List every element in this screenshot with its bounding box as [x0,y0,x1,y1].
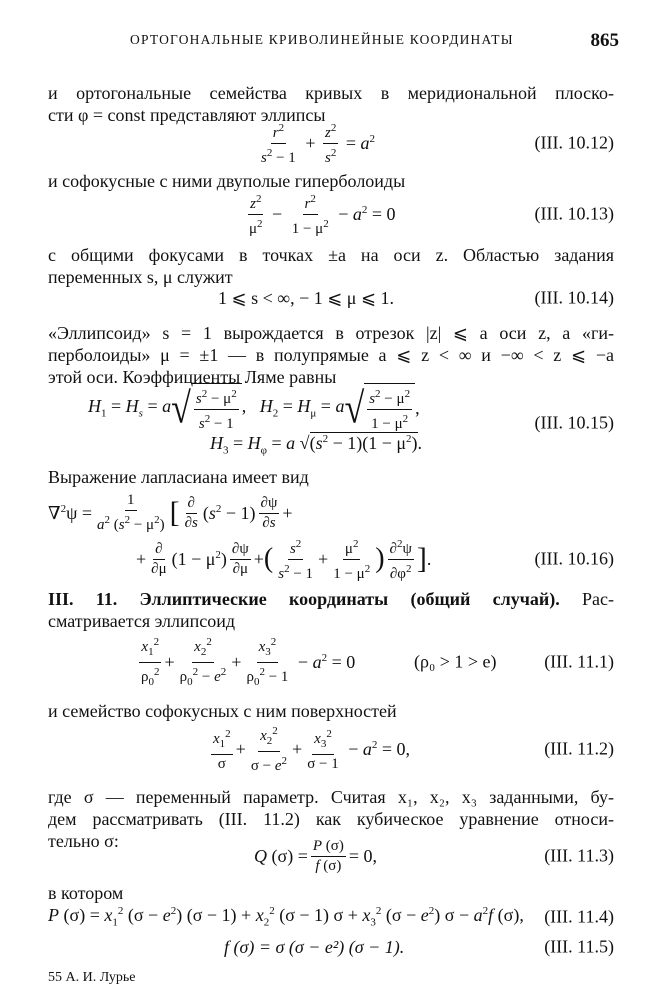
section-heading-line [48,588,614,610]
text-line: и ортогональные семейства кривых в меридиональной плоско- [48,83,614,103]
text-line: где σ — переменный параметр. Считая x₁, x₂, x₃ заданными, бу- [48,787,614,807]
equation-number: (III. 11.2) [544,738,614,759]
equation-iii-10-13 [48,189,614,239]
equation-body: $\frac{x_1^2}{\sigma}$ + $\frac{x_2^2}{\sigma - e^2}$ + $\frac{x_3^2}{\sigma - 1}$ − $a^2 = 0$, [213,725,411,774]
text-line: перболоиды» μ = ±1 — в полупрямые a ⩽ z < ∞ и −∞ < z ⩽ −a [48,345,614,365]
equation-iii-11-1 [48,636,614,688]
text-line: и семейство софокусных с ним поверхностей [48,701,397,721]
text-line: и софокусные с ними двуполые гиперболоиды [48,171,406,191]
equation-iii-11-2 [48,722,614,776]
text-line: сматривается эллипсоид [48,611,236,631]
section-heading: III. 11. Эллиптические координаты (общий случай). [48,589,560,609]
equation-iii-10-12 [48,118,614,168]
equation-number: (III. 10.12) [534,132,614,153]
equation-number: (III. 11.5) [544,936,614,957]
page-number: 865 [590,30,619,51]
text-line: Выражение лапласиана имеет вид [48,467,309,487]
footer-signature: 55 А. И. Лурье [48,970,136,985]
text-line: в котором [48,883,124,903]
equation-number: (III. 10.14) [534,287,614,308]
equation-body: $\frac{z^2}{\mu^2}$ − $\frac{r^2}{1 - \mu^2}$ − $a^2 = 0$ [249,192,396,237]
text-fragment: Рас- [582,589,614,609]
equation-iii-11-5 [48,932,614,962]
equation-body: 1 ⩽ s < ∞, − 1 ⩽ μ ⩽ 1. [218,287,395,308]
equation-number: (III. 10.13) [534,203,614,224]
running-header [0,32,657,56]
equation-iii-11-3 [48,832,614,880]
text-line: «Эллипсоид» s = 1 вырождается в отрезок |z| ⩽ a оси z, а «ги- [48,323,614,343]
equation-body: Q (σ) = $\frac{P (\sigma)}{f (\sigma)}$ = 0, [254,837,377,874]
equation-body: $\frac{x_1^2}{\rho_0^2}$ + $\frac{x_2^2}{\rho_0^2 - e^2}$ + $\frac{x_3^2}{\rho_0^2 - 1}$ − $a^2 = 0$ [141,635,356,688]
text-line: сти φ = const представляют эллипсы [48,105,326,125]
equation-iii-10-15 [48,386,614,460]
text-line: переменных s, μ служит [48,267,233,287]
equation-body: $H_1 = H_s = a$ √ $\frac{s^2 - \mu^2}{s^2 - 1}$ , $H_2 = H_\mu = a$ √ $\frac{s^2 - \mu^2}{1 - \mu^2}$ , [88,384,420,432]
equation-iii-11-4 [48,902,614,932]
equation-body: P $(\sigma) = x_1^2$ $(\sigma - e^2)$ $(\sigma - 1) + x_2^2$ (σ − 1) $\sigma + x_3^2$ $(\sigma - e^2)$ $\sigma - a^2f$ (σ), [48,905,524,929]
equation-body: $\frac{r^2}{s^2 - 1}$ + $\frac{z^2}{s^2}$ = $a^2$ [261,121,375,166]
equation-body: ∇$^2$ψ = $\frac{1}{a^2 (s^2 - \mu^2)}$ [ $\frac{\partial}{\partial s}$ $(s^2 - 1)$ $\frac{\partial\psi}{\partial s}$ + [48,492,293,533]
equation-condition: (ρ₀ > 1 > e) [414,651,497,672]
equation-body: + $\frac{\partial}{\partial\mu}$ $(1 - \mu^2)$ $\frac{\partial\psi}{\partial\mu}$ + ( $\frac{s^2}{s^2 - 1}$ + $\frac{\mu^2}{1 - \mu^2}$ ) $\frac{\partial^2\psi}{\partial\varphi^2}$ ] . [136,537,432,582]
equation-body: $H_3 = H_\varphi = a$ $√(s^2 - 1)(1 - \mu^2)$. [210,433,423,457]
equation-number: (III. 11.4) [544,906,614,927]
running-title: ОРТОГОНАЛЬНЫЕ КРИВОЛИНЕЙНЫЕ КООРДИНАТЫ [130,32,514,47]
equation-iii-10-14 [48,278,614,318]
equation-number: (III. 10.15) [534,412,614,433]
equation-number: (III. 10.16) [534,548,614,569]
equation-body: f (σ) = σ (σ − e²) (σ − 1). [224,936,405,957]
equation-iii-10-16 [48,490,614,582]
text-line: тельно σ: [48,831,119,851]
equation-number: (III. 11.1) [544,651,614,672]
text-line: с общими фокусами в точках ±a на оси z. Областью задания [48,245,614,265]
equation-number: (III. 11.3) [544,845,614,866]
text-line: дем рассматривать (III. 11.2) как кубическое уравнение относи- [48,809,614,829]
text-line: этой оси. Коэффициенты Ляме равны [48,367,337,387]
